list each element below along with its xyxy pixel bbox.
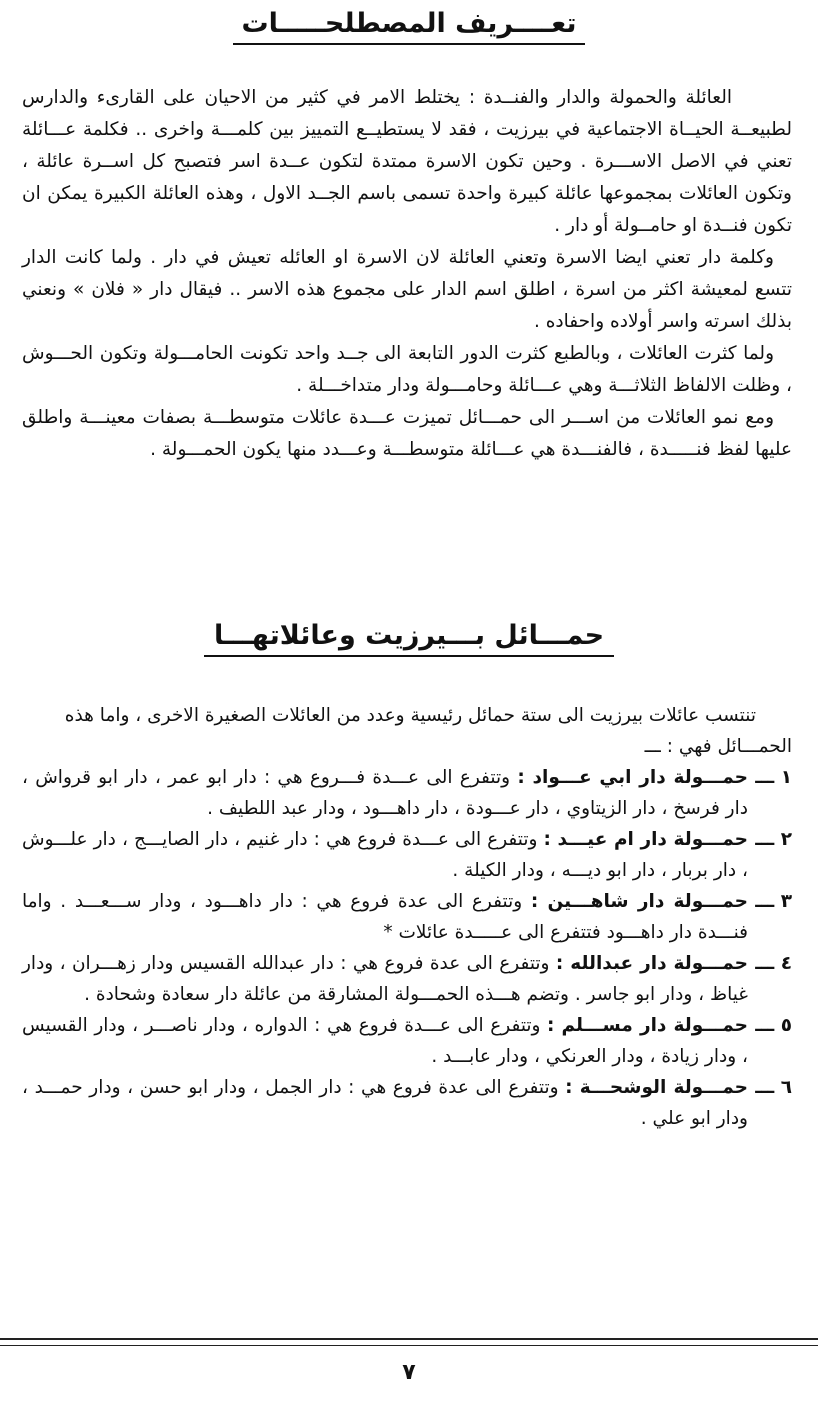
clans-body: [22, 700, 792, 1134]
item-heading: حمـــولة دار ام عيـــد :: [543, 829, 748, 850]
paragraph: العائلة والحمولة والدار والفنــدة : يختلط الامر في كثير من الاحيان على القارىء والدارس لطبيعــة الحيــاة الاجتماعية في بيرزيت ، فقد لا يستطيــع التمييز بين كلمـــة واخرى .. فكلمة عـــائلة تعني في الاصل الاســـرة . وحين تكون الاسرة ممتدة لتكون عــدة اسر فتصبح كل اســرة عائلة ، وتكون العائلات بمجموعها عائلة كبيرة واحدة تسمى باسم الجــد الاول ، وهذه العائلة الكبيرة يمكن ان تكون فنــدة او حامــولة أو دار .: [22, 87, 792, 236]
list-item: [22, 948, 792, 1010]
footer-divider: [0, 1338, 818, 1340]
item-number: ٥ ـــ: [755, 1015, 792, 1036]
item-heading: حمـــولة دار ابي عـــواد :: [517, 767, 748, 788]
title-text: حمـــائل بـــيرزيت وعائلاتهـــا: [204, 620, 614, 657]
section-title-terms: [0, 8, 818, 45]
item-number: ٦ ـــ: [755, 1077, 792, 1098]
paragraph: ومع نمو العائلات من اســـر الى حمـــائل تميزت عـــدة عائلات متوسطـــة بصفات معينـــة واطلق عليها لفظ فنـــــدة ، فالفنـــدة هي عـــائلة متوسطـــة وعـــدد منها يكون الحمـــولة .: [22, 407, 792, 460]
list-item: [22, 824, 792, 886]
page-number: ٧: [402, 1360, 416, 1385]
list-item: [22, 1072, 792, 1134]
item-text: وتتفرع الى عدة فروع هي : دار عبدالله القسيس ودار زهـــران ، ودار غياظ ، ودار ابو جاسر . وتضم هـــذه الحمـــولة المشارقة من عائلة دار سعادة وشحادة .: [22, 953, 748, 1005]
item-text: وتتفرع الى عـــدة فروع هي : دار غنيم ، دار الصايـــج ، دار علـــوش ، دار بربار ، دار ابو ديـــه ، ودار الكيلة .: [22, 829, 748, 881]
item-heading: حمـــولة دار مســـلم :: [547, 1015, 748, 1036]
item-number: ١ ـــ: [755, 767, 792, 788]
paragraph: وكلمة دار تعني ايضا الاسرة وتعني العائلة لان الاسرة او العائله تعيش في دار . ولما كانت الدار تتسع لمعيشة اكثر من اسرة ، اطلق اسم الدار على مجموع هذه الاسر .. فيقال دار « فلان » ونعني بذلك اسرته واسر أولاده واحفاده .: [22, 247, 792, 332]
list-item: [22, 762, 792, 824]
title-text: تعــــريف المصطلحـــــات: [233, 8, 584, 45]
section-title-clans: [0, 620, 818, 657]
item-text: وتتفرع الى عدة فروع هي : دار داهـــود ، ودار ســـعـــد . واما فنـــدة دار داهـــود فتتفرع الى عـــــدة عائلات *: [22, 891, 748, 943]
item-heading: حمـــولة الوشحـــة :: [565, 1077, 748, 1098]
item-text: وتتفرع الى عدة فروع هي : دار الجمل ، ودار ابو حسن ، ودار حمـــد ، ودار ابو علي .: [22, 1077, 748, 1129]
item-number: ٤ ـــ: [755, 953, 792, 974]
item-number: ٢ ـــ: [755, 829, 792, 850]
item-heading: حمـــولة دار عبدالله :: [555, 953, 748, 974]
item-number: ٣ ـــ: [755, 891, 792, 912]
footer-divider: [0, 1345, 818, 1346]
list-item: [22, 1010, 792, 1072]
list-item: [22, 886, 792, 948]
item-text: وتتفرع الى عـــدة فـــروع هي : دار ابو عمر ، دار ابو قرواش ، دار فرسخ ، دار الزيتاوي ، دار عـــودة ، دار داهـــود ، ودار عبد اللطيف .: [22, 767, 748, 819]
clans-intro: تنتسب عائلات بيرزيت الى ستة حمائل رئيسية وعدد من العائلات الصغيرة الاخرى ، واما هذه الحمـــائل فهي : ـــ: [64, 705, 792, 757]
item-heading: حمـــولة دار شاهـــين :: [530, 891, 748, 912]
paragraph: ولما كثرت العائلات ، وبالطبع كثرت الدور التابعة الى جــد واحد تكونت الحامـــولة وتكون الحـــوش ، وظلت الالفاظ الثلاثـــة وهي عـــائلة وحامـــولة ودار متداخـــلة .: [22, 343, 792, 396]
clan-list: [22, 762, 792, 1134]
terms-body: [22, 82, 792, 466]
item-text: وتتفرع الى عـــدة فروع هي : الدواره ، ودار ناصـــر ، ودار القسيس ، ودار زيادة ، ودار العرنكي ، ودار عابـــد .: [22, 1015, 748, 1067]
